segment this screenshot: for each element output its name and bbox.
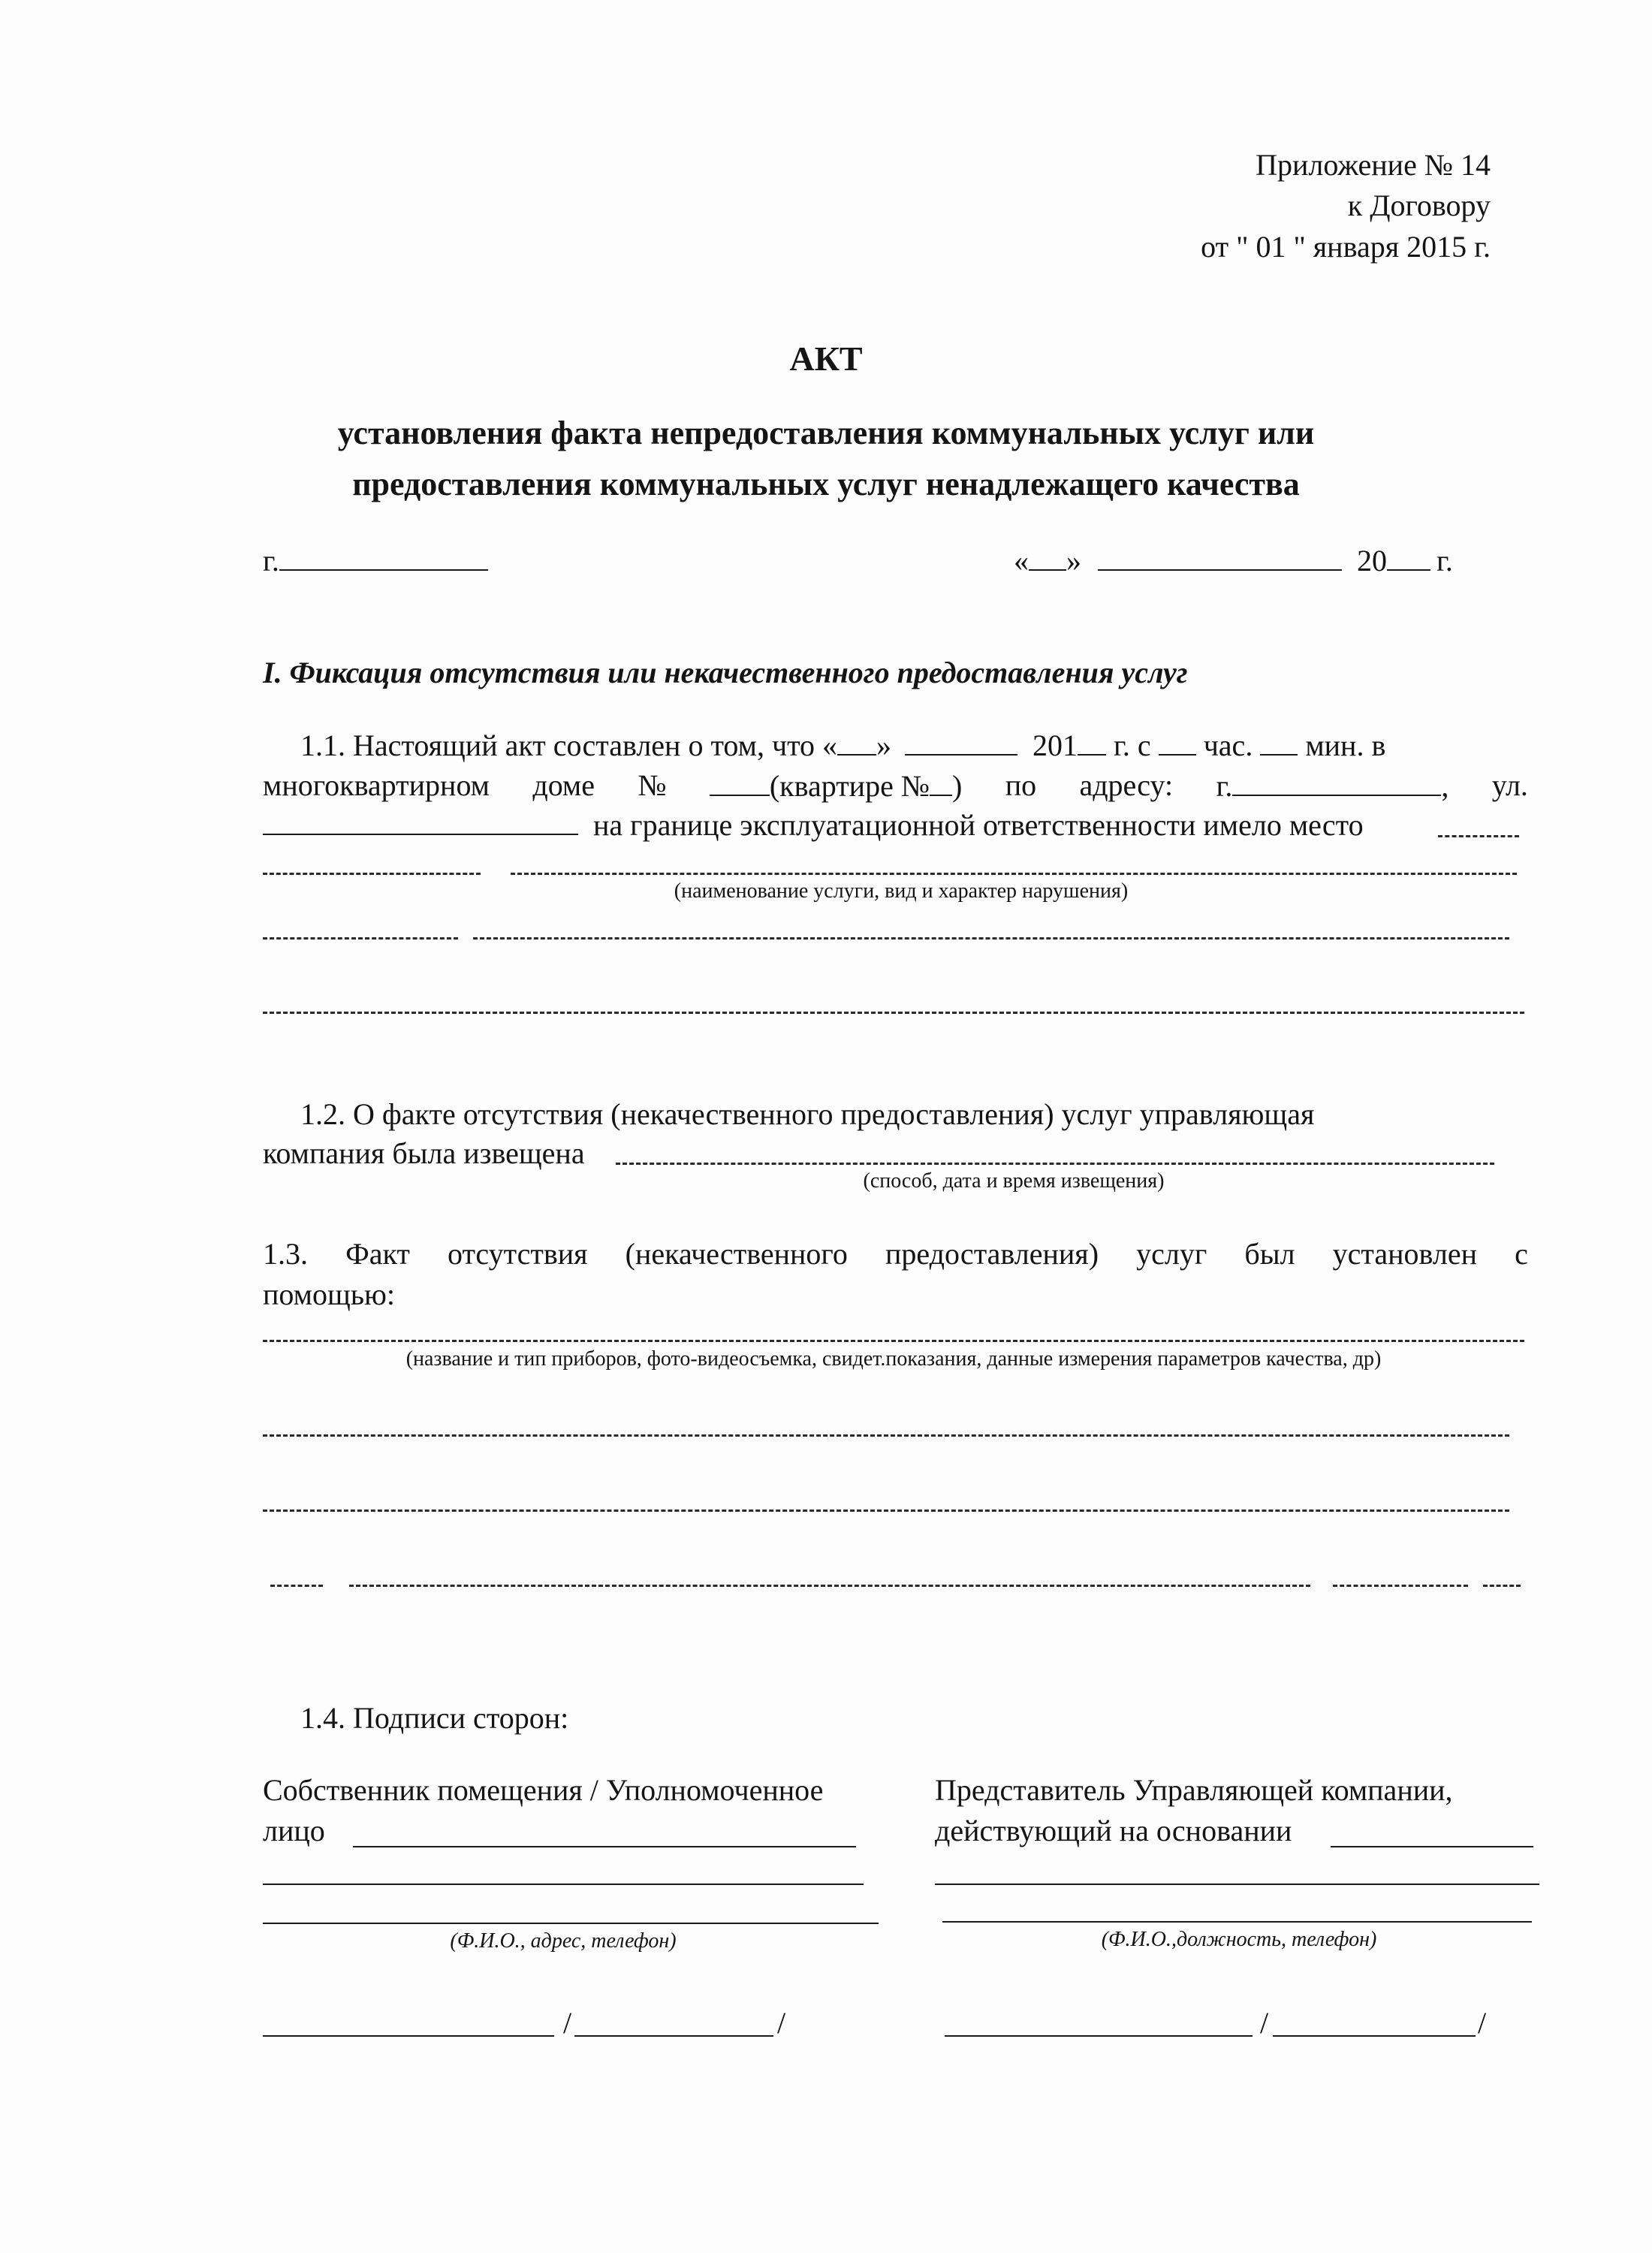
- word-3: отсутствия: [447, 1237, 588, 1271]
- word-9: с: [1515, 1237, 1528, 1271]
- clause-1-1-text-c: 201: [1032, 728, 1078, 762]
- quote-open: «: [1014, 544, 1029, 578]
- representative-label-line-2: действующий на основании: [935, 1814, 1292, 1847]
- year-blank[interactable]: [1387, 542, 1430, 571]
- clause-1-1-minute-blank[interactable]: [1260, 727, 1298, 756]
- owner-address-line[interactable]: [263, 1884, 864, 1885]
- clause-1-1-text-e: час.: [1203, 728, 1253, 762]
- clause-1-3-line-1: [263, 1236, 1528, 1272]
- section-1-heading: I. Фиксация отсутствия или некачественного предоставления услуг: [263, 656, 1188, 689]
- representative-slash-1: /: [1260, 2006, 1269, 2040]
- fill-line[interactable]: [263, 937, 458, 940]
- clause-1-1-text-d: г. с: [1114, 728, 1151, 762]
- year-suffix: г.: [1436, 544, 1453, 578]
- word-apartment-building: многоквартирном: [263, 768, 490, 802]
- representative-caption: (Ф.И.О.,должность, телефон): [1101, 1928, 1377, 1951]
- clause-1-3-line-2: помощью:: [263, 1277, 395, 1311]
- house-number-blank[interactable]: [710, 768, 770, 796]
- basis-line[interactable]: [1331, 1846, 1533, 1847]
- date-field: [1014, 542, 1453, 579]
- address-city-blank[interactable]: [1232, 768, 1441, 796]
- clause-1-1-text-a: 1.1. Настоящий акт составлен о том, что «: [300, 728, 838, 762]
- street-prefix: ул.: [1491, 768, 1528, 802]
- house-number-label: №: [638, 768, 667, 802]
- clause-1-1-year-blank[interactable]: [1078, 727, 1106, 756]
- word-2: Факт: [345, 1237, 410, 1271]
- house-number-group: [710, 768, 962, 804]
- paren-close: ): [952, 769, 963, 803]
- word-4: (некачественного: [625, 1237, 848, 1271]
- clause-1-2-line-1: 1.2. О факте отсутствия (некачественного предоставления) услуг управляющая: [300, 1097, 1315, 1131]
- word-address: адресу:: [1079, 768, 1174, 802]
- address-city-group: [1216, 768, 1449, 804]
- owner-decoding-line[interactable]: [574, 2035, 773, 2037]
- fill-line[interactable]: [263, 1434, 1509, 1437]
- representative-name-line[interactable]: [935, 1884, 1539, 1885]
- representative-label-line-1: Представитель Управляющей компании,: [935, 1773, 1453, 1807]
- notification-caption: (способ, дата и время извещения): [863, 1169, 1165, 1193]
- word-7: был: [1244, 1237, 1295, 1271]
- appendix-number: Приложение № 14: [1256, 148, 1491, 182]
- document-title: АКТ: [789, 339, 863, 378]
- quote-close: »: [1066, 544, 1081, 578]
- owner-name-line[interactable]: [353, 1846, 856, 1847]
- word-8: установлен: [1332, 1237, 1478, 1271]
- day-blank[interactable]: [1029, 542, 1066, 571]
- owner-signature-line[interactable]: [263, 2035, 554, 2037]
- fill-line[interactable]: [616, 1163, 1494, 1165]
- service-caption: (наименование услуги, вид и характер нарушения): [674, 879, 1129, 903]
- city-field: [263, 542, 488, 579]
- clause-1-1-month-blank[interactable]: [905, 727, 1017, 756]
- fill-line[interactable]: [263, 1012, 1524, 1014]
- clause-1-1-text-b: »: [876, 728, 892, 762]
- fill-line[interactable]: [270, 1585, 323, 1587]
- address-city-prefix: г.: [1216, 769, 1233, 803]
- word-house: доме: [532, 768, 595, 802]
- fill-line[interactable]: [1333, 1585, 1468, 1587]
- word-by: по: [1005, 768, 1037, 802]
- year-prefix: 20: [1357, 544, 1387, 578]
- word-6: услуг: [1136, 1237, 1207, 1271]
- clause-1-1-day-blank[interactable]: [837, 727, 876, 756]
- clause-1-1-line-3-text: на границе эксплуатационной ответственности имело место: [593, 808, 1364, 842]
- clause-1-4-heading: 1.4. Подписи сторон:: [300, 1701, 569, 1735]
- means-caption: (название и тип приборов, фото-видеосъемка, свидет.показания, данные измерения параметров качества, др): [405, 1347, 1382, 1371]
- owner-phone-line[interactable]: [263, 1923, 879, 1924]
- clause-1-1-hour-blank[interactable]: [1159, 727, 1196, 756]
- fill-line[interactable]: [263, 1340, 1524, 1342]
- representative-position-line[interactable]: [942, 1921, 1532, 1923]
- fill-line[interactable]: [511, 873, 1517, 875]
- clause-1-2-line-2: компания была извещена: [263, 1136, 585, 1170]
- clause-1-1-line-3: [263, 807, 1364, 843]
- owner-slash-1: /: [563, 2006, 572, 2040]
- city-prefix: г.: [263, 544, 279, 578]
- fill-line[interactable]: [473, 937, 1509, 940]
- fill-line[interactable]: [263, 1510, 1509, 1512]
- clause-1-1-line-1: [300, 727, 1385, 764]
- word-5: предоставления): [885, 1237, 1099, 1271]
- word-1: 1.3.: [263, 1237, 308, 1271]
- document-subtitle-line-1: установления факта непредоставления коммунальных услуг или: [337, 415, 1315, 451]
- clause-1-1-text-f: мин. в: [1305, 728, 1386, 762]
- representative-slash-2: /: [1478, 2006, 1487, 2040]
- owner-label-line-2: лицо: [263, 1814, 325, 1847]
- owner-label-line-1: Собственник помещения / Уполномоченное: [263, 1773, 824, 1807]
- owner-slash-2: /: [777, 2006, 786, 2040]
- street-blank[interactable]: [263, 807, 578, 835]
- representative-decoding-line[interactable]: [1273, 2035, 1476, 2037]
- document-subtitle-line-2: предоставления коммунальных услуг ненадлежащего качества: [352, 466, 1300, 502]
- month-blank[interactable]: [1098, 542, 1342, 571]
- contract-date: от " 01 " января 2015 г.: [1201, 230, 1491, 264]
- word-apartment: (квартире: [769, 769, 894, 803]
- owner-caption: (Ф.И.О., адрес, телефон): [450, 1929, 677, 1953]
- clause-1-1-line-2: [263, 768, 1528, 804]
- city-blank[interactable]: [279, 542, 488, 571]
- contract-reference: к Договору: [1347, 189, 1491, 222]
- fill-line[interactable]: [263, 873, 481, 875]
- fill-line[interactable]: [349, 1585, 1310, 1587]
- apartment-number-label: №: [900, 769, 930, 803]
- apartment-number-blank[interactable]: [930, 768, 952, 796]
- fill-line[interactable]: [1483, 1585, 1521, 1587]
- representative-signature-line[interactable]: [945, 2035, 1253, 2037]
- comma: ,: [1441, 769, 1449, 803]
- fill-line[interactable]: [1438, 835, 1519, 837]
